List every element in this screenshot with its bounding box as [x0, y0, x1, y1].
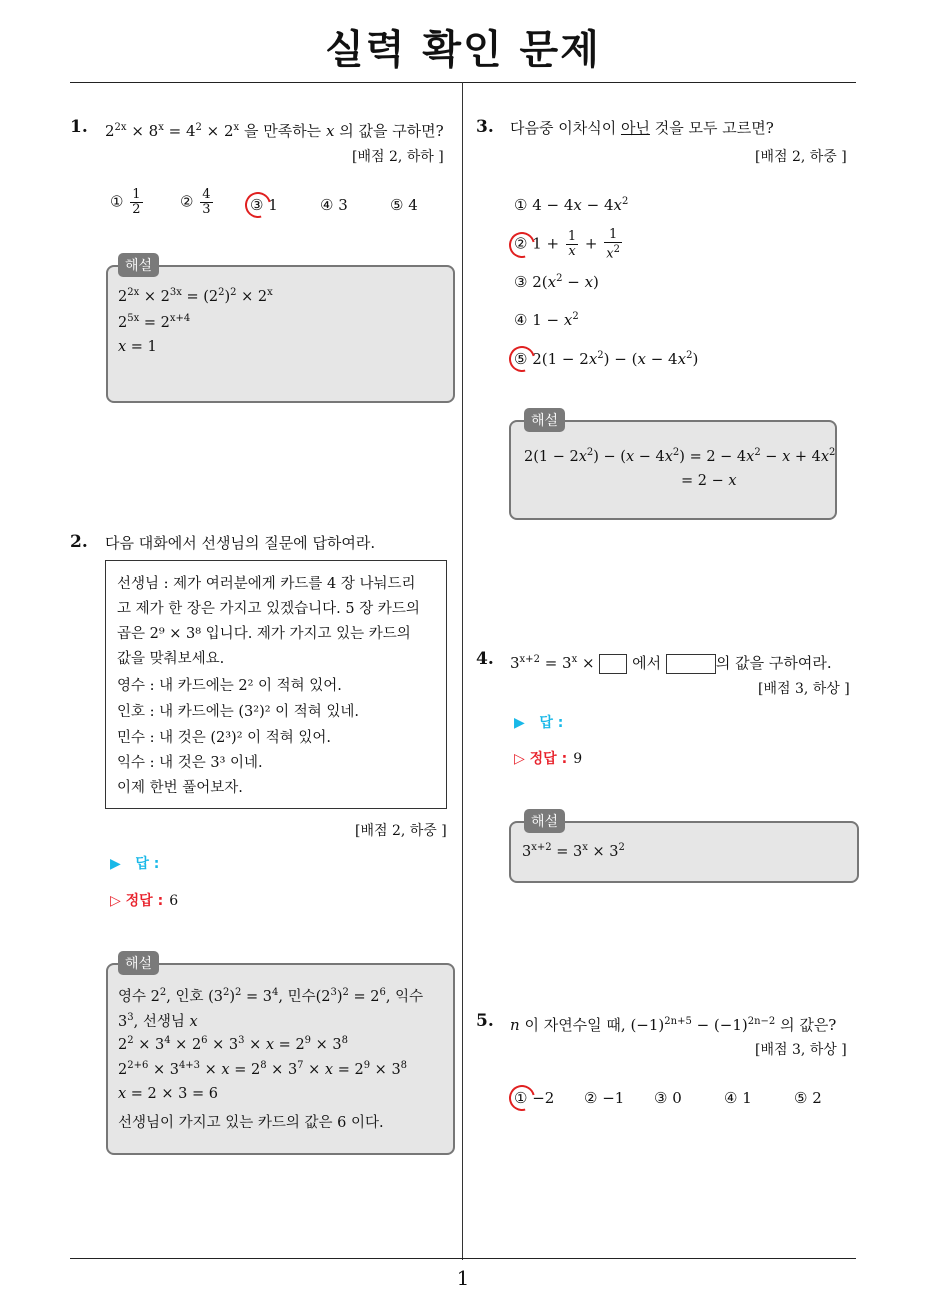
score-meta: [배점 3, 하상 ]: [758, 681, 850, 697]
choice-1[interactable]: ① $4 - 4x - 4x^2$: [514, 196, 629, 214]
question-text: $3^{x+2} = 3^x$ × 에서 의 값을 구하여라.: [510, 654, 832, 672]
solution-line: x = 2 × 3 = 6: [118, 1086, 218, 1102]
blank-box: [666, 654, 716, 674]
answer-row: [514, 712, 563, 732]
blank-box: [599, 654, 627, 674]
question-text: 다음 대화에서 선생님의 질문에 답하여라.: [105, 534, 376, 552]
correct-value: 6: [169, 893, 179, 909]
question-number: 5.: [476, 1011, 494, 1031]
correct-answer-row: [514, 748, 582, 768]
answer-label: 답 :: [539, 715, 564, 731]
question-text: [105, 117, 444, 142]
page-number: 1: [456, 1266, 470, 1290]
choice-5[interactable]: ⑤ $2(1 - 2x^2) - (x - 4x^2)$: [514, 350, 699, 368]
score-meta: [배점 2, 하하 ]: [352, 149, 444, 165]
solution-line: x = 1: [118, 339, 157, 355]
dialog-line: 고 제가 한 장은 가지고 있겠습니다. 5 장 카드의: [117, 601, 420, 617]
question-number: 1.: [70, 117, 88, 137]
solution-line: $2(1 - 2x^2) - (x - 4x^2) = 2 - 4x^2 - x + 4x^2$: [524, 447, 836, 465]
correct-label: 정답 :: [125, 893, 164, 909]
solution-line: $2^{2+6} \times 3^{4+3} \times x = 2^8 \times 3^7 \times x = 2^9 \times 3^8$: [118, 1060, 408, 1078]
choice-2[interactable]: ② −1: [584, 1089, 625, 1107]
bottom-rule: [70, 1258, 856, 1259]
choice-3[interactable]: ③ $2(x^2 - x)$: [514, 273, 599, 291]
correct-answer-row: [110, 890, 178, 910]
choice-4[interactable]: ④ $1 - x^2$: [514, 311, 579, 329]
dialog-line: 민수 : 내 것은 (2³)² 이 적혀 있어.: [117, 730, 331, 746]
solution-line: = 2 − x: [681, 473, 737, 489]
column-divider: [462, 82, 463, 1260]
answer-row: [110, 853, 159, 873]
choice-4[interactable]: ④ 3: [320, 196, 348, 214]
q3-text-underlined: 아닌: [620, 119, 650, 137]
score-meta: [배점 2, 하중 ]: [755, 149, 847, 165]
q3-text-after: 것을 모두 고르면?: [649, 119, 774, 137]
top-rule: [70, 82, 856, 83]
choice-2[interactable]: ② $\frac{4}{3}$: [180, 187, 211, 217]
solution-line: $3^{x+2} = 3^x \times 3^2$: [522, 842, 625, 860]
dialog-line: 값을 맞춰보세요.: [117, 651, 225, 667]
solution-line: 영수 $2^2$, 인호 $(3^2)^2 = 3^4$, 민수$(2^3)^2 = 2^6$, 익수: [118, 987, 424, 1005]
dialog-line: 익수 : 내 것은 3³ 이네.: [117, 755, 263, 771]
answer-label: 답 :: [135, 856, 160, 872]
choice-5[interactable]: ⑤ 4: [390, 196, 418, 214]
play-icon: ▶: [110, 856, 121, 872]
dialog-line: 곱은 2⁹ × 3⁸ 입니다. 제가 가지고 있는 카드의: [117, 626, 411, 642]
score-meta: [배점 3, 하상 ]: [755, 1042, 847, 1058]
q3-text-before: 다음중 이차식이: [510, 119, 621, 137]
solution-tag: 해설: [118, 951, 159, 975]
triangle-outline-icon: ▷: [514, 751, 525, 767]
correct-label: 정답 :: [529, 751, 568, 767]
answer-mark-circle: [240, 187, 276, 223]
question-text: n 이 자연수일 때, $(-1)^{2n+5} - (-1)^{2n-2}$ 의 값은?: [510, 1016, 837, 1034]
choice-3[interactable]: ③ 0: [654, 1089, 682, 1107]
question-number: 3.: [476, 117, 494, 137]
solution-tag: 해설: [524, 809, 565, 833]
dialog-line: 영수 : 내 카드에는 2² 이 적혀 있어.: [117, 678, 342, 694]
q4-text-b: 에서: [632, 654, 662, 672]
choice-5[interactable]: ⑤ 2: [794, 1089, 822, 1107]
solution-line: $2^{5x} = 2^{x+4}$: [118, 313, 191, 331]
solution-line: $2^2 \times 3^4 \times 2^6 \times 3^3 \times x = 2^9 \times 3^8$: [118, 1035, 349, 1053]
q1-text: $2^{2x} \times 8^x = 4^2 \times 2^x$ 을 만족하는 x 의 값을 구하면?: [105, 122, 444, 140]
triangle-outline-icon: ▷: [110, 893, 121, 909]
answer-mark-circle: [504, 341, 540, 377]
question-text: [510, 117, 774, 139]
answer-mark-circle: [504, 1080, 540, 1116]
choice-3[interactable]: ③ 1: [250, 196, 278, 214]
dialog-line: 이제 한번 풀어보자.: [117, 780, 243, 796]
choice-2[interactable]: ② 1 + $\frac{1}{x}$ + $\frac{1}{x^2}$: [514, 227, 620, 262]
solution-line: $2^{2x} \times 2^{3x} = (2^2)^2 \times 2^x$: [118, 287, 273, 305]
score-meta: [배점 2, 하중 ]: [355, 823, 447, 839]
solution-box: [509, 420, 837, 520]
correct-value: 9: [573, 751, 583, 767]
choice-1[interactable]: ① −2: [514, 1089, 555, 1107]
question-number: 4.: [476, 649, 494, 669]
solution-tag: 해설: [118, 253, 159, 277]
solution-box: [106, 265, 455, 403]
page-title: 실력 확인 문제: [325, 27, 601, 73]
dialog-line: 선생님 : 제가 여러분에게 카드를 4 장 나눠드리: [117, 576, 416, 592]
dialog-line: 인호 : 내 카드에는 (3²)² 이 적혀 있네.: [117, 704, 360, 720]
solution-tag: 해설: [524, 408, 565, 432]
solution-line: $3^3$, 선생님 x: [118, 1012, 198, 1030]
q4-text-c: 의 값을 구하여라.: [715, 654, 832, 672]
choice-4[interactable]: ④ 1: [724, 1089, 752, 1107]
play-icon: ▶: [514, 715, 525, 731]
solution-line: 선생님이 가지고 있는 카드의 값은 6 이다.: [118, 1115, 384, 1131]
question-number: 2.: [70, 532, 88, 552]
choice-1[interactable]: ① $\frac{1}{2}$: [110, 187, 141, 217]
